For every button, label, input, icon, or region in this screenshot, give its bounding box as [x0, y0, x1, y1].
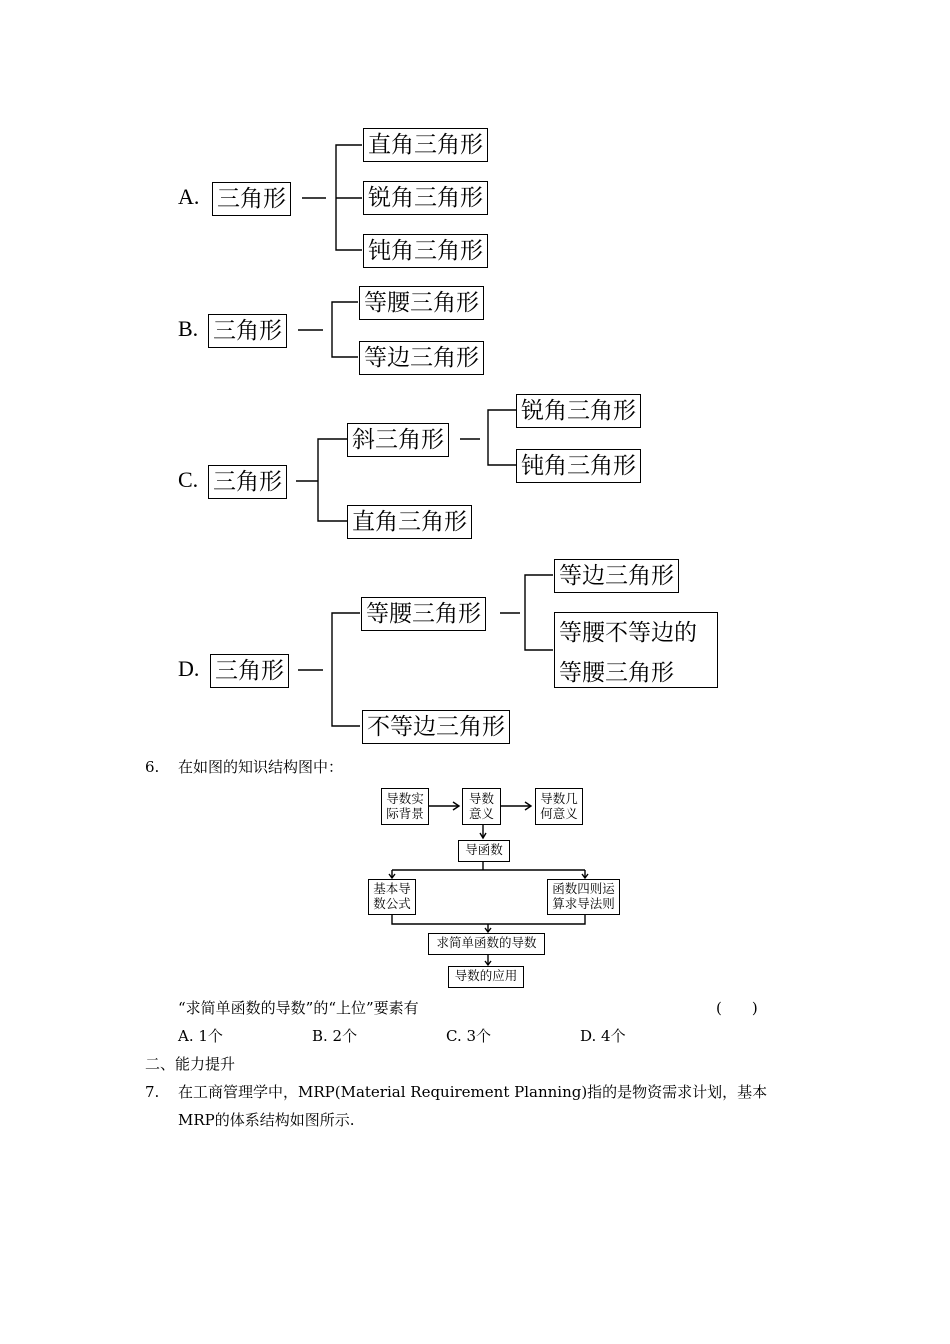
flow-node-derived-function: 导函数	[458, 840, 510, 862]
option-c-root-box: 三角形	[208, 465, 287, 499]
q6-choice-c: C. 3个	[446, 1027, 492, 1045]
option-b-root-box: 三角形	[208, 314, 287, 348]
option-a-letter: A.	[178, 184, 200, 209]
q6-answer-paren: ( )	[716, 999, 758, 1017]
flow-node-derivative-meaning: 导数意义	[462, 788, 501, 825]
option-d-root-box: 三角形	[210, 654, 289, 688]
option-c-mid-child-1: 锐角三角形	[516, 394, 641, 428]
option-b-child-1: 等腰三角形	[359, 286, 484, 320]
q6-number: 6.	[145, 758, 160, 776]
option-c-mid-child-2: 钝角三角形	[516, 449, 641, 483]
option-b-child-2: 等边三角形	[359, 341, 484, 375]
option-d-mid-child-2: 等腰不等边的等腰三角形	[554, 612, 718, 688]
option-c-letter: C.	[178, 467, 199, 492]
flow-node-applications: 导数的应用	[448, 966, 524, 988]
option-c-mid-box: 斜三角形	[347, 423, 449, 457]
q7-line-1: 在工商管理学中，MRP(Material Requirement Planning)指的是物资需求计划，基本	[178, 1083, 768, 1101]
option-b-letter: B.	[178, 316, 199, 341]
q7-line-2: MRP的体系结构如图所示.	[178, 1111, 355, 1129]
q7-number: 7.	[145, 1083, 160, 1101]
option-a-child-1: 直角三角形	[363, 128, 488, 162]
option-a-child-2: 锐角三角形	[363, 181, 488, 215]
flow-node-basic-formulas: 基本导数公式	[368, 879, 416, 915]
q6-question: “求简单函数的导数”的“上位”要素有	[178, 999, 419, 1017]
option-d-mid-box: 等腰三角形	[361, 597, 486, 631]
flow-node-simple-derivatives: 求简单函数的导数	[428, 933, 545, 955]
q6-stem: 在如图的知识结构图中：	[178, 758, 344, 776]
section-heading: 二、能力提升	[145, 1055, 236, 1073]
flow-node-arithmetic-rules: 函数四则运算求导法则	[547, 879, 620, 915]
flow-node-geometric-meaning: 导数几何意义	[535, 788, 583, 825]
q6-choice-b: B. 2个	[312, 1027, 358, 1045]
q6-choice-d: D. 4个	[580, 1027, 626, 1045]
option-d-mid-child-1: 等边三角形	[554, 559, 679, 593]
option-d-letter: D.	[178, 656, 200, 681]
option-a-root-box: 三角形	[212, 182, 291, 216]
flow-node-derivative-background: 导数实际背景	[381, 788, 429, 825]
option-d-other-box: 不等边三角形	[362, 710, 510, 744]
q6-choice-a: A. 1个	[178, 1027, 223, 1045]
option-a-child-3: 钝角三角形	[363, 234, 488, 268]
option-c-other-box: 直角三角形	[347, 505, 472, 539]
